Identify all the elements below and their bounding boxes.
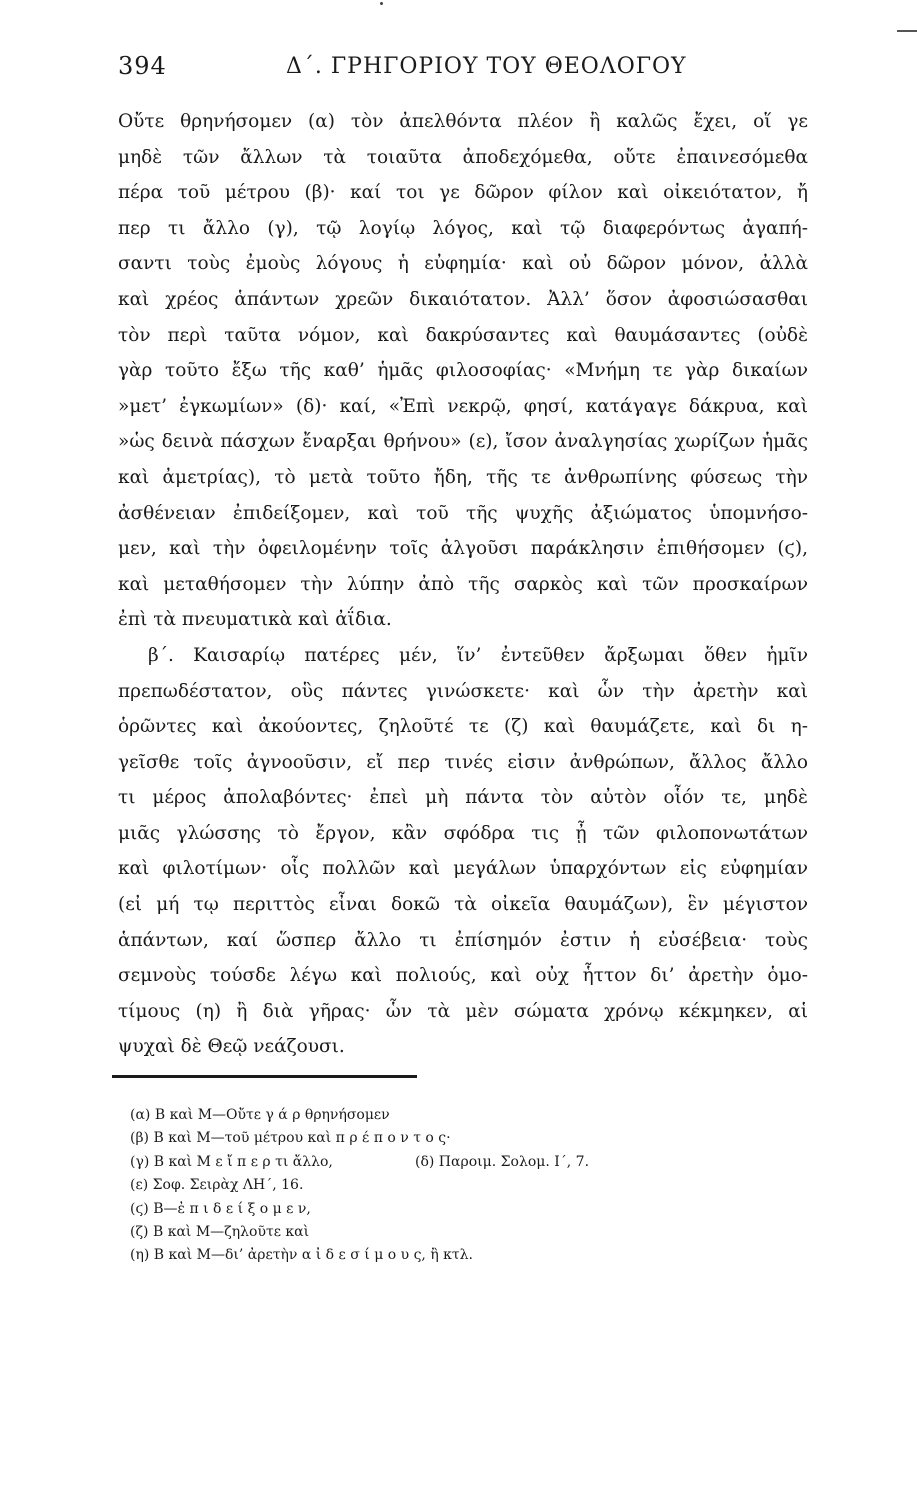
page-header <box>118 52 808 92</box>
text-line: τι μέρος ἀπολαβόντες· ἐπεὶ μὴ πάντα τὸν αὐτὸν οἷόν τε, μηδὲ <box>118 787 808 809</box>
footnotes <box>130 1104 730 1268</box>
text-line: τὸν περὶ ταῦτα νόμον, καὶ δακρύσαντες καὶ θαυμάσαντες (οὐδὲ <box>118 324 808 346</box>
text-line: γεῖσθε τοῖς ἀγνοοῦσιν, εἴ περ τινές εἰσιν ἀνθρώπων, ἄλλος ἄλλο <box>118 751 808 773</box>
text-line: πρεπωδέστατον, οὓς πάντες γινώσκετε· καὶ ὧν τὴν ἀρετὴν καὶ <box>118 680 808 702</box>
footnote-rule <box>112 1075 417 1078</box>
footnote-c: (γ) Β καὶ Μ ε ἴ π ε ρ τι ἄλλο, <box>130 1153 333 1170</box>
text-line: ἁπάντων, καί ὥσπερ ἄλλο τι ἐπίσημόν ἐστιν ἡ εὐσέβεια· τοὺς <box>118 929 808 951</box>
main-text <box>118 104 808 1065</box>
footnote-f: (ϛ) Β—ἐ π ι δ ε ί ξ ο μ ε ν, <box>130 1200 311 1217</box>
text-line: τίμους (η) ἢ διὰ γῆρας· ὧν τὰ μὲν σώματα χρόνῳ κέκμηκεν, αἱ <box>118 1000 808 1022</box>
text-line: ψυχαὶ δὲ Θεῷ νεάζουσι. <box>118 1036 345 1058</box>
text-line: καὶ μεταθήσομεν τὴν λύπην ἀπὸ τῆς σαρκὸς καὶ τῶν προσκαίρων <box>118 573 808 595</box>
footnote-g: (ζ) Β καὶ Μ—ζηλοῦτε καὶ <box>130 1223 310 1240</box>
text-line: μηδὲ τῶν ἄλλων τὰ τοιαῦτα ἀποδεχόμεθα, οὔτε ἐπαινεσόμεθα <box>118 146 808 168</box>
scan-edge-mark <box>897 30 917 32</box>
text-line: περ τι ἄλλο (γ), τῷ λογίῳ λόγος, καὶ τῷ διαφερόντως ἀγαπή- <box>118 217 808 239</box>
footnote-h: (η) Β καὶ Μ—δι’ ἀρετὴν α ἰ δ ε σ ί μ ο υ ς, ἢ κτλ. <box>130 1247 473 1264</box>
footnote-d: (δ) Παροιμ. Σολομ. Ι΄, 7. <box>415 1153 590 1170</box>
scan-speck <box>380 2 383 5</box>
text-line: σαντι τοὺς ἐμοὺς λόγους ἡ εὐφημία· καὶ οὐ δῶρον μόνον, ἀλλὰ <box>118 253 808 275</box>
footnote-row <box>130 1151 730 1174</box>
text-line: »ὡς δεινὰ πάσχων ἔναρξαι θρήνου» (ε), ἴσον ἀναλγησίας χωρίζων ἡμᾶς <box>118 431 808 453</box>
text-line: Οὔτε θρηνήσομεν (α) τὸν ἀπελθόντα πλέον ἢ καλῶς ἔχει, οἵ γε <box>118 111 808 132</box>
text-line: ἀσθένειαν ἐπιδείξομεν, καὶ τοῦ τῆς ψυχῆς ἀξιώματος ὑπομνήσο- <box>118 502 808 524</box>
text-line: καὶ χρέος ἁπάντων χρεῶν δικαιότατον. Ἀλλ’ ὅσον ἀφοσιώσασθαι <box>118 288 808 310</box>
text-line: καὶ φιλοτίμων· οἷς πολλῶν καὶ μεγάλων ὑπαρχόντων εἰς εὐφημίαν <box>118 858 808 880</box>
text-line: (εἰ μή τῳ περιττὸς εἶναι δοκῶ τὰ οἰκεῖα θαυμάζων), ἓν μέγιστον <box>118 894 808 916</box>
text-line: καὶ ἀμετρίας), τὸ μετὰ τοῦτο ἤδη, τῆς τε ἀνθρωπίνης φύσεως τὴν <box>118 466 808 488</box>
running-title: Δ΄. ΓΡΗΓΟΡΙΟΥ ΤΟΥ ΘΕΟΛΟΓΟΥ <box>286 54 687 79</box>
text-line: σεμνοὺς τούσδε λέγω καὶ πολιούς, καὶ οὐχ ἧττον δι’ ἀρετὴν ὁμο- <box>118 965 808 987</box>
text-line: μεν, καὶ τὴν ὀφειλομένην τοῖς ἀλγοῦσι παράκλησιν ἐπιθήσομεν (ϛ), <box>118 538 808 560</box>
page-number: 394 <box>118 52 167 80</box>
section-start-line: β΄. Καισαρίῳ πατέρες μέν, ἵν’ ἐντεῦθεν ἄρξωμαι ὅθεν ἡμῖν <box>148 644 808 666</box>
footnote-b: (β) Β καὶ Μ—τοῦ μέτρου καὶ π ρ έ π ο ν τ ο ς· <box>130 1130 451 1147</box>
text-line: ὁρῶντες καὶ ἀκούοντες, ζηλοῦτέ τε (ζ) καὶ θαυμάζετε, καὶ δι η- <box>118 716 808 738</box>
text-line: »μετ’ ἐγκωμίων» (δ)· καί, «Ἐπὶ νεκρῷ, φησί, κατάγαγε δάκρυα, καὶ <box>118 395 808 417</box>
text-line: πέρα τοῦ μέτρου (β)· καί τοι γε δῶρον φίλον καὶ οἰκειότατον, ἤ <box>118 182 808 204</box>
text-line: μιᾶς γλώσσης τὸ ἔργον, κἂν σφόδρα τις ᾖ τῶν φιλοπονωτάτων <box>118 822 808 844</box>
text-line: ἐπὶ τὰ πνευματικὰ καὶ ἀΐδια. <box>118 609 392 631</box>
text-line: γὰρ τοῦτο ἔξω τῆς καθ’ ἡμᾶς φιλοσοφίας· «Μνήμη τε γὰρ δικαίων <box>118 360 808 382</box>
footnote-e: (ε) Σοφ. Σειρὰχ ΛΗ΄, 16. <box>130 1177 304 1194</box>
footnote-a: (α) Β καὶ Μ—Οὔτε γ ά ρ θρηνήσομεν <box>130 1107 390 1123</box>
